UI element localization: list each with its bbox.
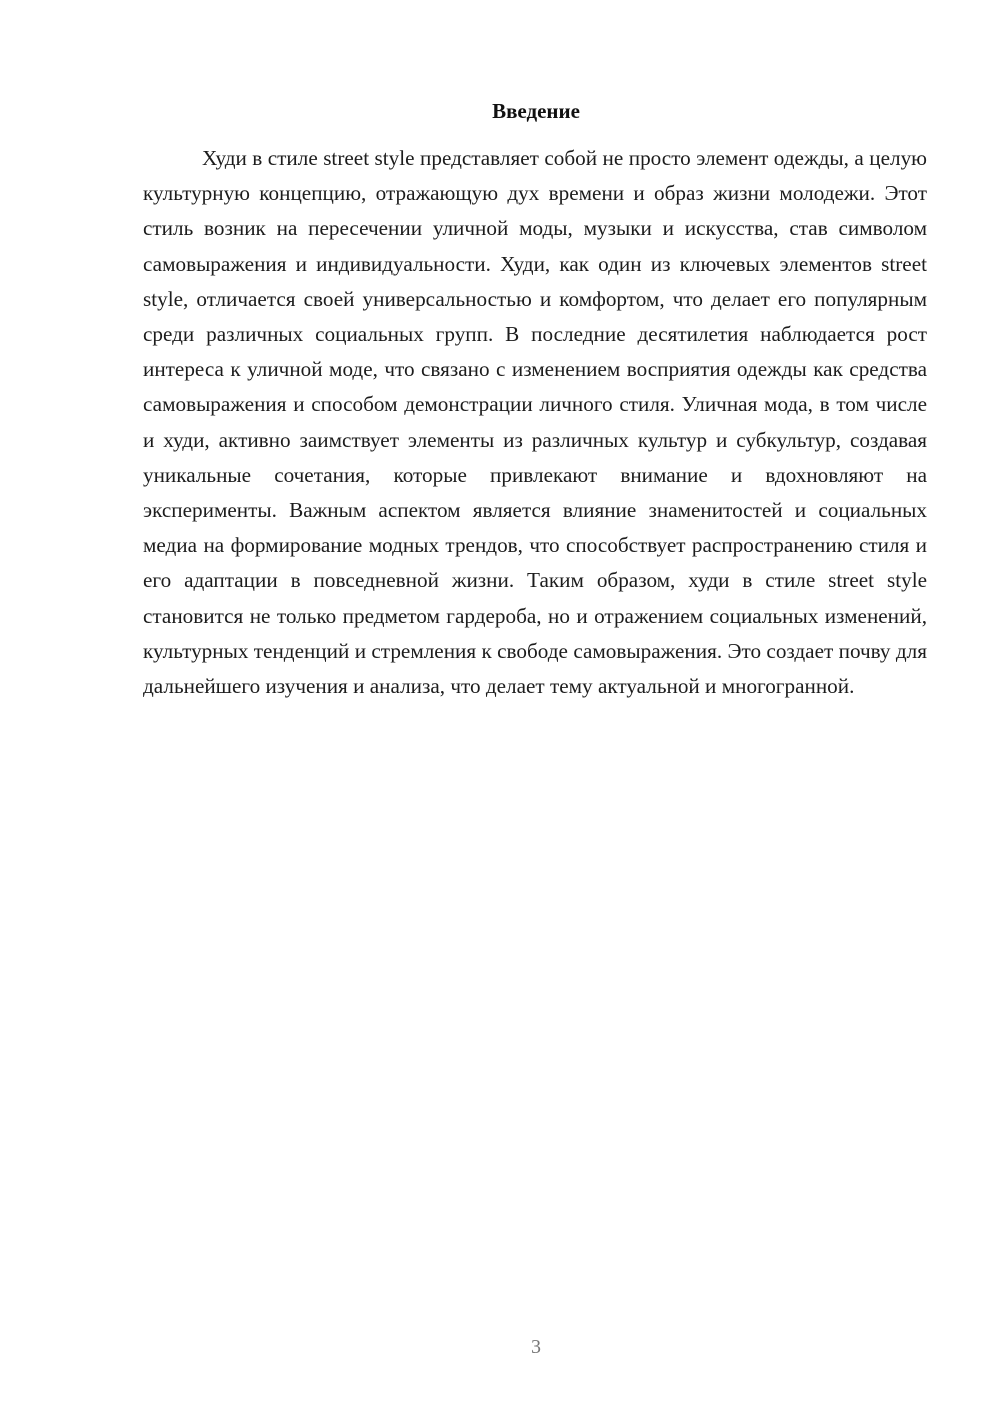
body-paragraph: Худи в стиле street style представляет собой не просто элемент одежды, а целую культурную концепцию, отражающую дух времени и образ жизни молодежи. Этот стиль возник на пересечении уличной моды, музыки и искусства, став символом самовыражения и индивидуальности. Худи, как один из ключевых элементов street style, отличается своей универсальностью и комфортом, что делает его популярным среди различных социальных групп. В последние десятилетия наблюдается рост интереса к уличной моде, что связано с изменением восприятия одежды как средства самовыражения и способом демонстрации личного стиля. Уличная мода, в том числе и худи, активно заимствует элементы из различных культур и субкультур, создавая уникальные сочетания, которые привлекают внимание и вдохновляют на эксперименты. Важным аспектом является влияние знаменитостей и социальных медиа на формирование модных трендов, что способствует распространению стиля и его адаптации в повседневной жизни. Таким образом, худи в стиле street style становится не только предметом гардероба, но и отражением социальных изменений, культурных тенденций и стремления к свободе самовыражения. Это создает почву для дальнейшего изучения и анализа, что делает тему актуальной и многогранной. <box>143 146 927 699</box>
section-heading: Введение <box>492 99 580 123</box>
page-number: 3 <box>531 1336 541 1358</box>
